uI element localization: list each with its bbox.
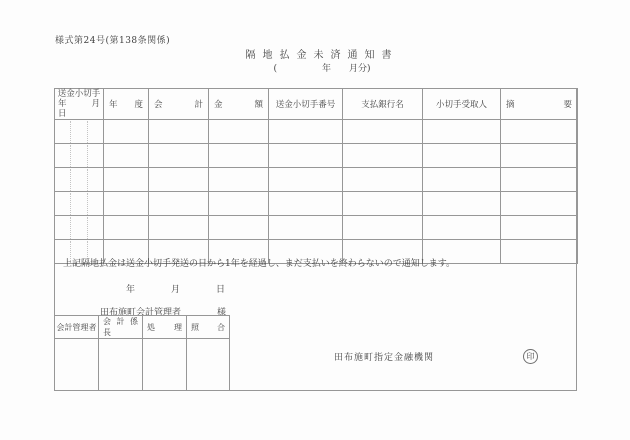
table-cell bbox=[343, 192, 423, 216]
table-cell bbox=[343, 216, 423, 240]
table-cell bbox=[269, 192, 343, 216]
table-cell bbox=[149, 120, 209, 144]
page-title: 隔地払金未済通知書 bbox=[245, 50, 399, 61]
date-subcolumn-dividers bbox=[55, 217, 103, 239]
table-row bbox=[55, 120, 578, 144]
date-subcolumn-dividers bbox=[55, 169, 103, 191]
table-cell bbox=[423, 144, 501, 168]
approval-header-processing: 処 理 bbox=[143, 316, 187, 339]
date-subcolumn-dividers bbox=[55, 145, 103, 167]
table-cell bbox=[149, 168, 209, 192]
date-line: 年 月 日 bbox=[126, 285, 226, 295]
header-cell-account: 会 計 bbox=[149, 89, 209, 120]
table-cell bbox=[104, 216, 149, 240]
table-cell bbox=[149, 144, 209, 168]
approval-stamp-cell bbox=[55, 339, 99, 391]
approval-stamp-cell bbox=[143, 339, 187, 391]
form-number: 様式第24号(第138条関係) bbox=[55, 36, 171, 46]
table-row bbox=[55, 216, 578, 240]
check-date-cell bbox=[55, 192, 104, 216]
table-cell bbox=[423, 192, 501, 216]
table-cell bbox=[269, 144, 343, 168]
header-cell-amount: 金 額 bbox=[209, 89, 269, 120]
addressee-line: 田布施町会計管理者 様 bbox=[100, 308, 227, 318]
check-date-cell bbox=[55, 216, 104, 240]
table-cell bbox=[501, 192, 578, 216]
table-cell bbox=[269, 216, 343, 240]
header-row bbox=[55, 89, 578, 120]
table-cell bbox=[423, 120, 501, 144]
header-cell-remarks: 摘 要 bbox=[501, 89, 578, 120]
approval-table-header bbox=[55, 316, 230, 339]
main-table-body bbox=[55, 120, 578, 264]
table-cell bbox=[501, 120, 578, 144]
approval-stamp-cell bbox=[187, 339, 230, 391]
table-cell bbox=[423, 168, 501, 192]
main-table bbox=[54, 88, 578, 264]
header-cell-check-number: 送金小切手番号 bbox=[269, 89, 343, 120]
header-cell-check-date bbox=[55, 89, 109, 120]
table-row bbox=[55, 192, 578, 216]
table-cell bbox=[209, 168, 269, 192]
check-date-cell bbox=[55, 144, 104, 168]
approval-table bbox=[54, 315, 230, 391]
notice-text: 上記隔地払金は送金小切手発送の日から1年を経過し、まだ支払いを終わらないので通知します。 bbox=[63, 259, 456, 269]
header-check-date-line1: 送金小切手 bbox=[57, 89, 101, 99]
table-cell bbox=[343, 168, 423, 192]
table-cell bbox=[104, 144, 149, 168]
approval-header-verification: 照 合 bbox=[187, 316, 230, 339]
table-cell bbox=[209, 216, 269, 240]
table-cell bbox=[501, 240, 578, 264]
table-cell bbox=[269, 120, 343, 144]
table-row bbox=[55, 168, 578, 192]
table-cell bbox=[501, 168, 578, 192]
seal-stamp-icon: 印 bbox=[523, 349, 538, 364]
date-subcolumn-dividers bbox=[55, 193, 103, 215]
table-cell bbox=[149, 192, 209, 216]
table-cell bbox=[209, 192, 269, 216]
header-check-date-line2: 年 月 日 bbox=[58, 99, 109, 119]
table-cell bbox=[501, 216, 578, 240]
check-date-cell bbox=[55, 168, 104, 192]
table-cell bbox=[104, 120, 149, 144]
approval-stamp-cell bbox=[99, 339, 143, 391]
page-subtitle: ( 年 月分) bbox=[273, 64, 371, 74]
table-cell bbox=[269, 168, 343, 192]
approval-stamp-row bbox=[55, 339, 230, 391]
table-cell bbox=[149, 216, 209, 240]
check-date-cell bbox=[55, 120, 104, 144]
approval-header-account-chief: 会 計 係 長 bbox=[99, 316, 143, 339]
date-subcolumn-dividers bbox=[55, 121, 103, 143]
table-row bbox=[55, 144, 578, 168]
table-cell bbox=[423, 216, 501, 240]
header-cell-fiscal-year: 年 度 bbox=[104, 89, 149, 120]
issuer-label: 田布施町指定金融機関 bbox=[334, 353, 435, 363]
approval-header-account-manager: 会計管理者 bbox=[55, 316, 99, 339]
table-cell bbox=[209, 144, 269, 168]
header-cell-paying-bank: 支払銀行名 bbox=[343, 89, 423, 120]
form-border-box bbox=[54, 88, 577, 391]
table-cell bbox=[104, 168, 149, 192]
approval-table-body bbox=[55, 339, 230, 391]
header-cell-check-payee: 小切手受取人 bbox=[423, 89, 501, 120]
table-cell bbox=[343, 144, 423, 168]
table-cell bbox=[104, 192, 149, 216]
main-table-header bbox=[55, 89, 578, 120]
approval-header-row bbox=[55, 316, 230, 339]
table-cell bbox=[209, 120, 269, 144]
table-cell bbox=[501, 144, 578, 168]
table-cell bbox=[343, 120, 423, 144]
